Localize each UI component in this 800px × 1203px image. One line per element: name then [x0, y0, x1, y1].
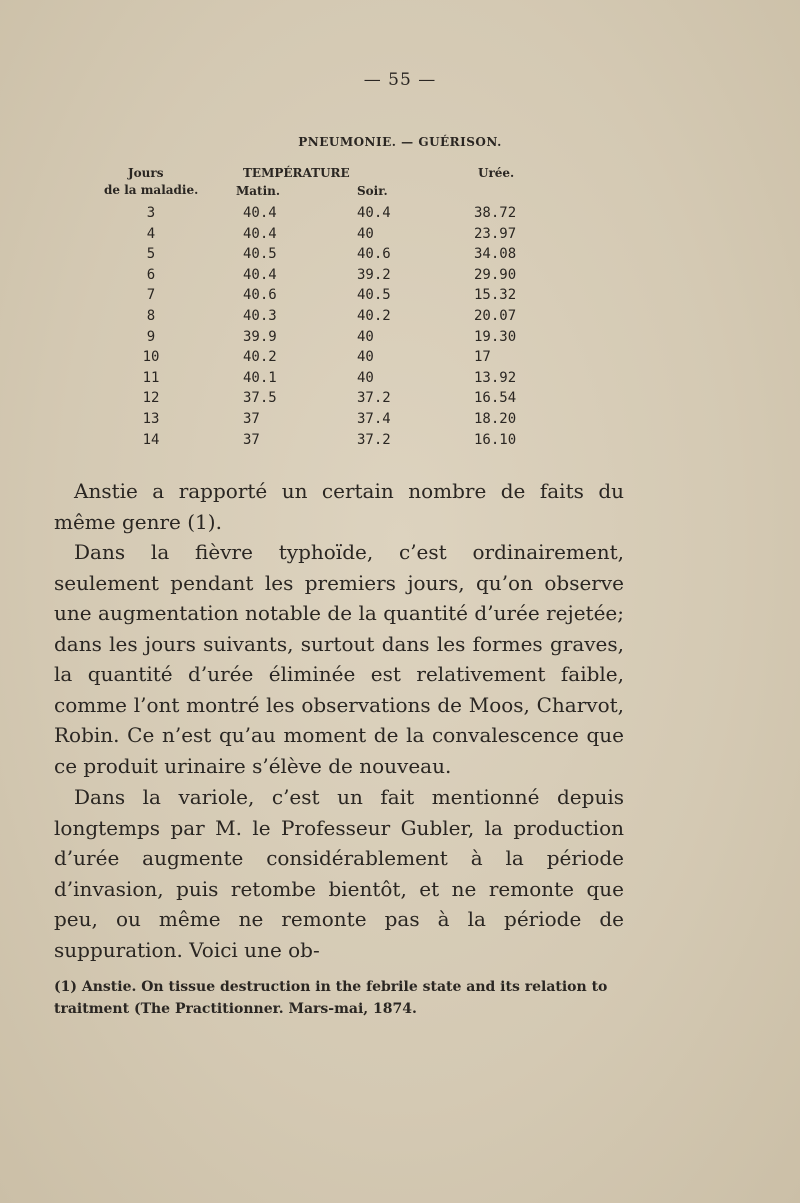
table-row [0, 411, 800, 432]
cell-soir: 37.2 [357, 390, 391, 407]
cell-uree: 16.54 [474, 390, 517, 407]
cell-matin: 40.2 [243, 349, 277, 366]
paragraph-text: Anstie a rapporté un certain nombre de faits du même genre (1). [54, 479, 624, 534]
cell-matin: 37 [243, 431, 260, 448]
cell-matin: 40.1 [243, 369, 277, 386]
footnote: (1) Anstie. On tissue destruction in the febrile state and its relation to traitment (The Practitionner. Mars-mai, 1874. [54, 979, 608, 1017]
table-row [0, 205, 800, 226]
cell-day: 4 [146, 225, 156, 242]
paragraph [54, 782, 624, 965]
table-title: PNEUMONIE. — GUÉRISON. [298, 135, 502, 149]
cell-day: 11 [142, 369, 160, 386]
table-row [0, 287, 800, 308]
header-uree: Urée. [478, 166, 515, 180]
cell-matin: 40.6 [243, 287, 277, 304]
header-jours: Jours [128, 166, 164, 180]
cell-day: 6 [146, 266, 156, 283]
cell-matin: 40.4 [243, 225, 277, 242]
header-temperature: TEMPÉRATURE [243, 166, 350, 180]
cell-matin: 37.5 [243, 390, 277, 407]
cell-matin: 40.5 [243, 246, 277, 263]
table-row [0, 226, 800, 247]
cell-soir: 40 [357, 349, 374, 366]
cell-day: 7 [146, 287, 156, 304]
data-table [0, 205, 800, 452]
header-soir: Soir. [357, 184, 388, 198]
cell-day: 14 [142, 431, 160, 448]
cell-day: 8 [146, 307, 156, 324]
page-number: — 55 — [363, 70, 437, 90]
cell-matin: 40.3 [243, 307, 277, 324]
cell-uree: 18.20 [474, 410, 517, 427]
cell-uree: 13.92 [474, 369, 517, 386]
table-row [0, 308, 800, 329]
cell-soir: 40.6 [357, 246, 391, 263]
table-row [0, 390, 800, 411]
cell-day: 10 [142, 349, 160, 366]
cell-matin: 37 [243, 410, 260, 427]
cell-uree: 19.30 [474, 328, 517, 345]
cell-soir: 37.4 [357, 410, 391, 427]
paragraph-text: Dans la variole, c’est un fait mentionné depuis longtemps par M. le Professeur Gubler, la production d’urée augmente considérablement à la période d’invasion, puis retombe bientôt, et ne remonte que peu, ou même ne remonte pas à la période de suppuration. Voici une ob- [54, 785, 624, 962]
paragraph [54, 476, 624, 537]
cell-soir: 40 [357, 369, 374, 386]
cell-soir: 39.2 [357, 266, 391, 283]
cell-matin: 40.4 [243, 266, 277, 283]
cell-uree: 15.32 [474, 287, 517, 304]
table-row [0, 267, 800, 288]
header-jours-de-la-maladie: de la maladie. [104, 183, 199, 197]
cell-uree: 16.10 [474, 431, 517, 448]
cell-uree: 38.72 [474, 205, 517, 221]
cell-uree: 23.97 [474, 225, 517, 242]
cell-day: 5 [146, 246, 156, 263]
cell-soir: 40.2 [357, 307, 391, 324]
cell-soir: 40 [357, 225, 374, 242]
cell-uree: 29.90 [474, 266, 517, 283]
cell-matin: 40.4 [243, 205, 277, 221]
cell-day: 3 [146, 205, 156, 221]
table-row [0, 349, 800, 370]
cell-uree: 20.07 [474, 307, 517, 324]
table-row [0, 246, 800, 267]
cell-soir: 40 [357, 328, 374, 345]
paragraph [54, 537, 624, 781]
cell-day: 12 [142, 390, 160, 407]
paragraph-text: Dans la fièvre typhoïde, c’est ordinairement, seulement pendant les premiers jours, qu’on observe une augmentation notable de la quantité d’urée rejetée; dans les jours suivants, surtout dans les formes graves, la quantité d’urée éliminée est relativement faible, comme l’ont montré les observations de Moos, Charvot, Robin. Ce n’est qu’au moment de la convalescence que ce produit urinaire s’élève de nouveau. [54, 540, 624, 778]
cell-soir: 37.2 [357, 431, 391, 448]
table-row [0, 370, 800, 391]
table-row [0, 329, 800, 350]
cell-day: 9 [146, 328, 156, 345]
cell-uree: 34.08 [474, 246, 517, 263]
cell-soir: 40.4 [357, 205, 391, 221]
cell-day: 13 [142, 410, 160, 427]
header-matin: Matin. [236, 184, 281, 198]
table-row [0, 432, 800, 453]
cell-soir: 40.5 [357, 287, 391, 304]
cell-matin: 39.9 [243, 328, 277, 345]
cell-uree: 17 [474, 349, 491, 366]
